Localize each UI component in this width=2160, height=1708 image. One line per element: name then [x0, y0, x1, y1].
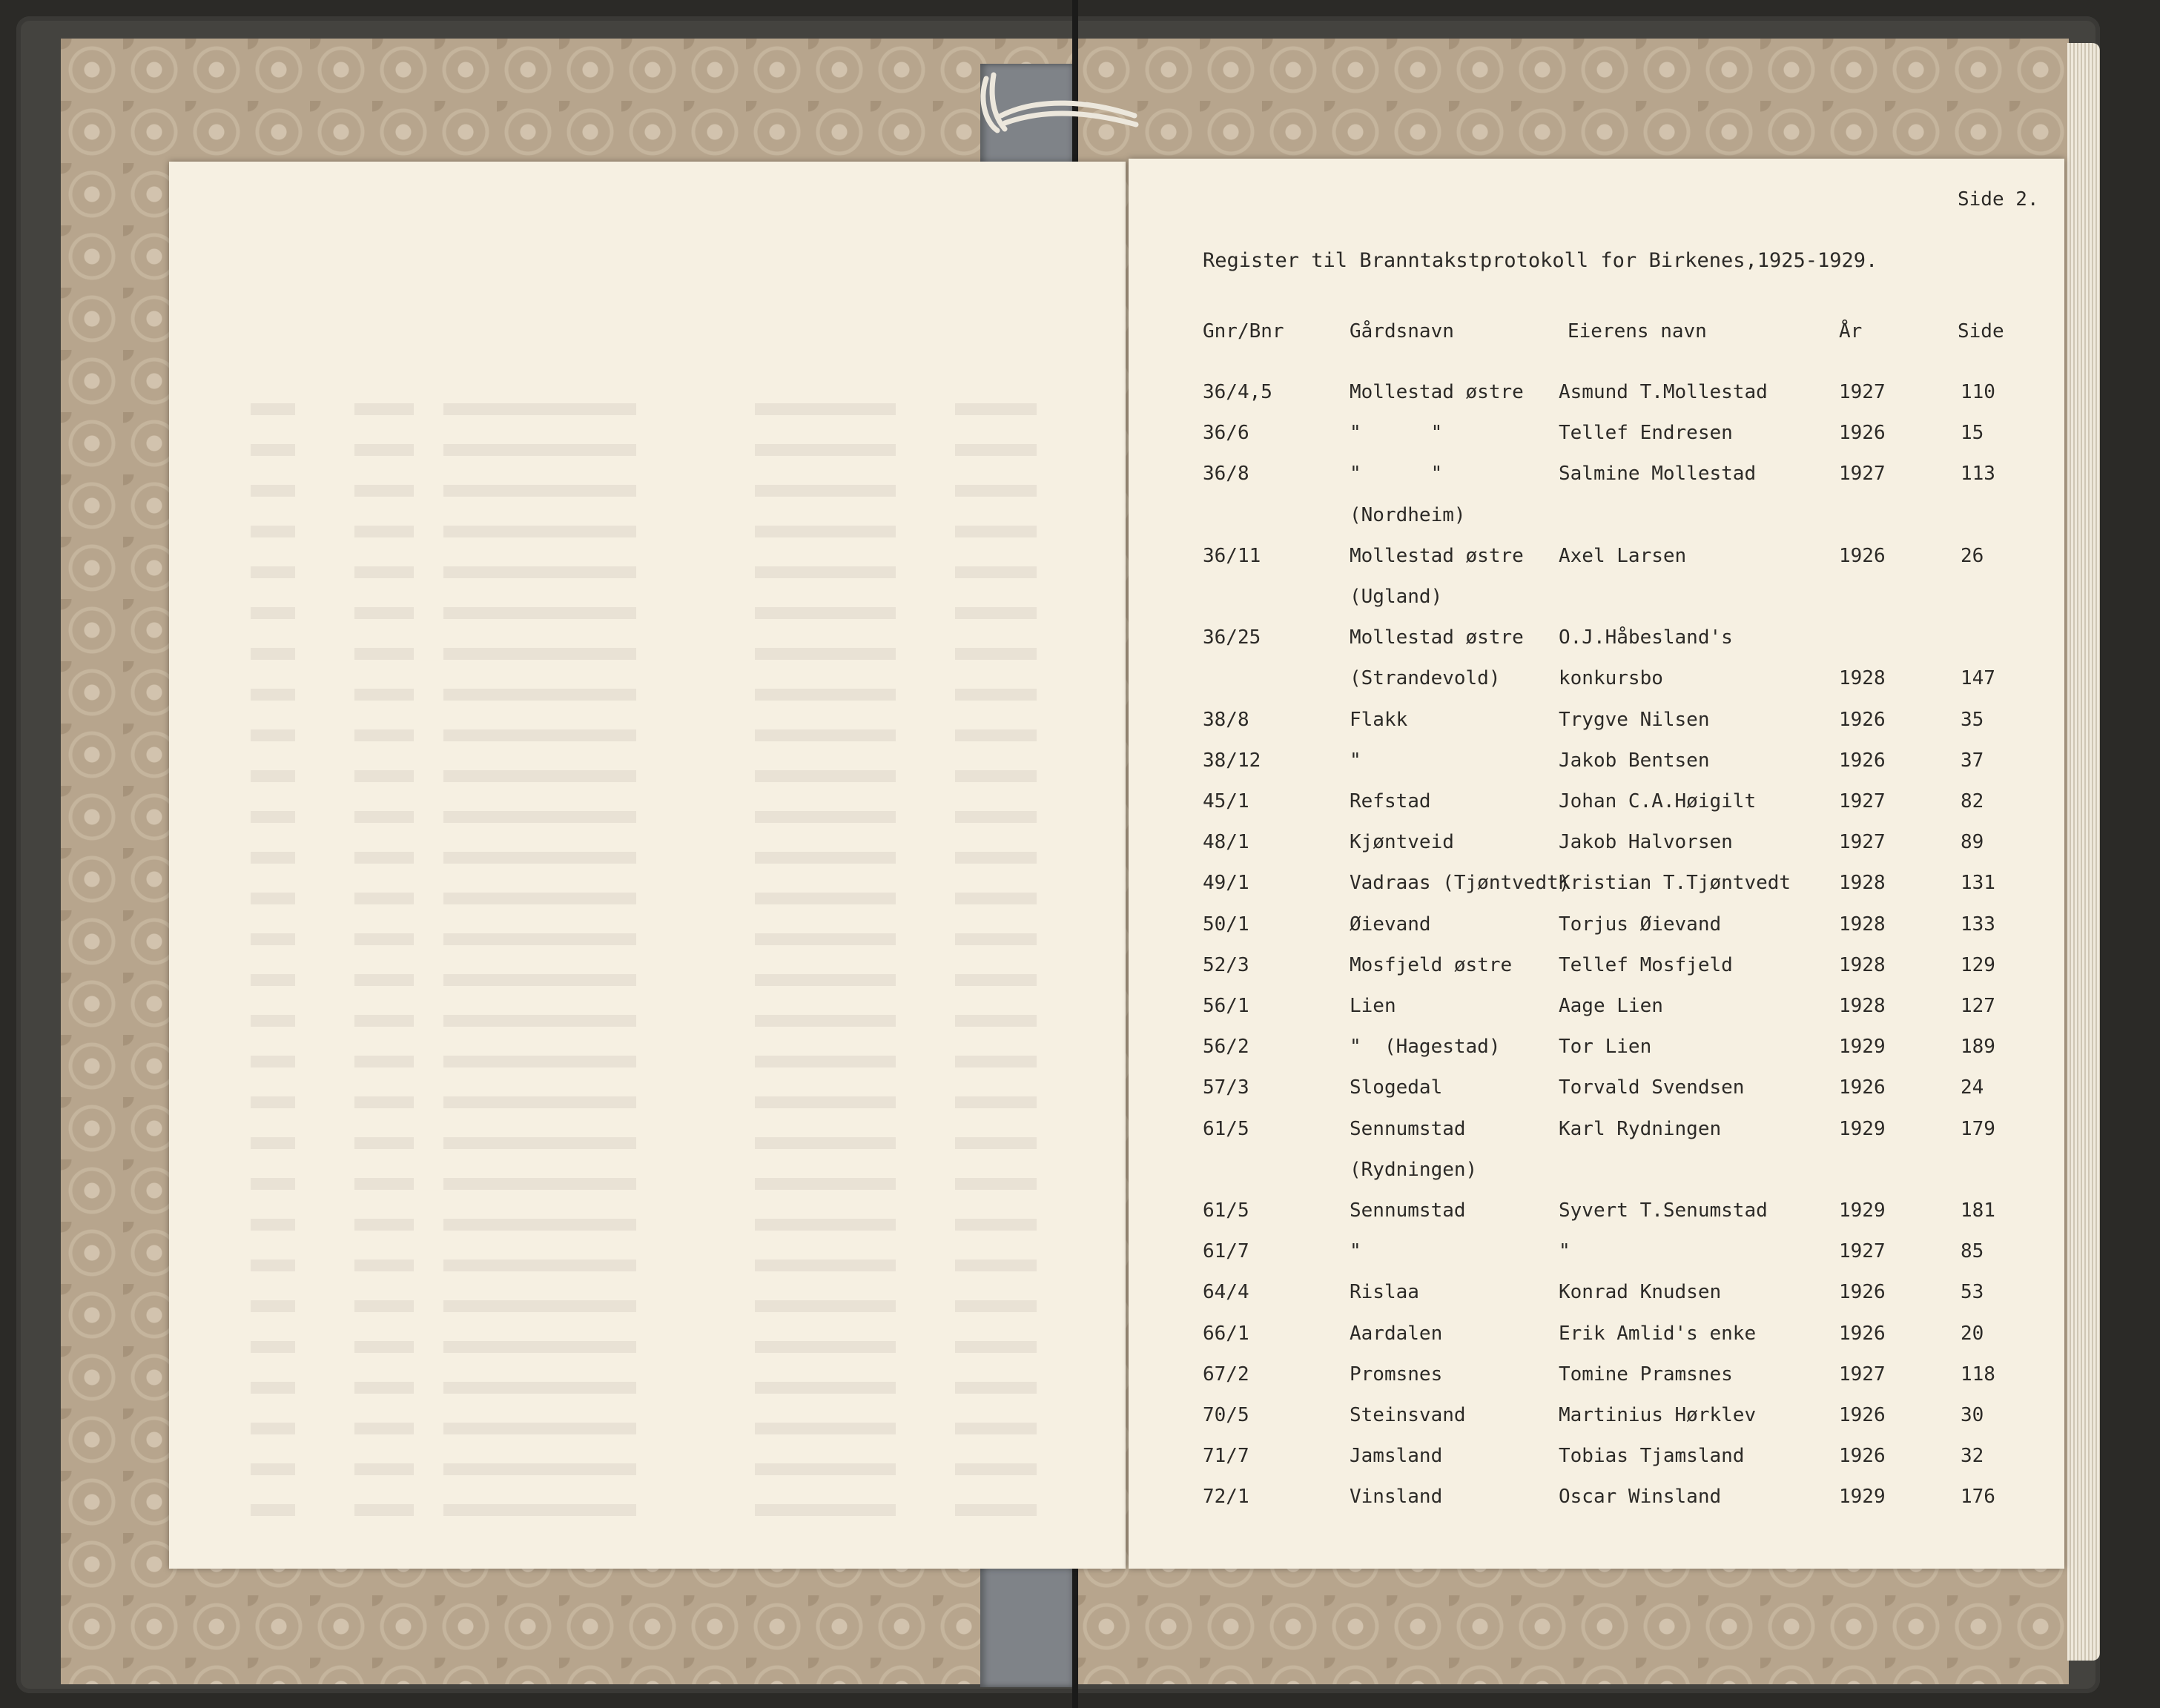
cell-gnr: 56/2	[1203, 1036, 1249, 1058]
cell-ar: 1929	[1839, 1036, 1886, 1058]
cell-gnr: 38/12	[1203, 749, 1261, 772]
cell-gnr: 45/1	[1203, 790, 1249, 812]
cell-side: 129	[1961, 954, 1995, 976]
cell-eier: Kristian T.Tjøntvedt	[1559, 872, 1791, 894]
cell-side: 32	[1961, 1445, 1984, 1467]
cell-gard: Slogedal	[1350, 1076, 1443, 1099]
cell-side: 189	[1961, 1036, 1995, 1058]
cell-gard: Steinsvand	[1350, 1404, 1466, 1426]
cell-gard: Mollestad østre	[1350, 381, 1524, 403]
bleed-through-line	[169, 929, 1126, 951]
bleed-through-line	[169, 480, 1126, 503]
cell-gard: Refstad	[1350, 790, 1431, 812]
cell-side: 176	[1961, 1486, 1995, 1508]
bleed-through-line	[169, 399, 1126, 421]
cell-gnr: 64/4	[1203, 1281, 1249, 1303]
bleed-through-line	[169, 1051, 1126, 1073]
cell-side: 118	[1961, 1363, 1995, 1386]
bleed-through-line	[169, 1010, 1126, 1033]
cell-gnr: 36/6	[1203, 422, 1249, 444]
cell-eier: Martinius Hørklev	[1559, 1404, 1757, 1426]
page-number: Side 2.	[1958, 188, 2039, 211]
cell-gard: Mosfjeld østre	[1350, 954, 1513, 976]
cell-side: 26	[1961, 545, 1984, 567]
bleed-through-line	[169, 888, 1126, 910]
cell-gnr: 61/5	[1203, 1199, 1249, 1222]
cell-eier: Tellef Endresen	[1559, 422, 1733, 444]
cell-side: 147	[1961, 667, 1995, 689]
cell-gnr: 71/7	[1203, 1445, 1249, 1467]
cell-gnr: 61/5	[1203, 1118, 1249, 1140]
bleed-through-line	[169, 1337, 1126, 1359]
bleed-through-line	[169, 1174, 1126, 1196]
cell-gard: (Strandevold)	[1350, 667, 1501, 689]
cell-ar: 1929	[1839, 1486, 1886, 1508]
bleed-through-line	[169, 603, 1126, 625]
cell-ar: 1928	[1839, 872, 1886, 894]
cell-eier: Trygve Nilsen	[1559, 709, 1710, 731]
bleed-through-line	[169, 1418, 1126, 1440]
cell-side: 37	[1961, 749, 1984, 772]
cell-gard: Lien	[1350, 995, 1396, 1017]
cell-eier: O.J.Håbesland's	[1559, 626, 1733, 649]
cell-gnr: 50/1	[1203, 913, 1249, 936]
bleed-through-line	[169, 725, 1126, 747]
cell-ar: 1927	[1839, 463, 1886, 485]
cell-ar: 1929	[1839, 1118, 1886, 1140]
cell-eier: Torjus Øievand	[1559, 913, 1722, 936]
cell-gnr: 48/1	[1203, 831, 1249, 853]
left-page	[169, 162, 1126, 1569]
cell-gard: Aardalen	[1350, 1323, 1443, 1345]
cell-eier: Syvert T.Senumstad	[1559, 1199, 1768, 1222]
cell-ar: 1926	[1839, 422, 1886, 444]
cell-gard: (Ugland)	[1350, 586, 1443, 608]
cell-gard: Kjøntveid	[1350, 831, 1454, 853]
cell-eier: Jakob Halvorsen	[1559, 831, 1733, 853]
cell-gnr: 57/3	[1203, 1076, 1249, 1099]
cell-gard: " "	[1350, 463, 1443, 485]
register-title: Register til Branntakstprotokoll for Birkenes,1925-1929.	[1203, 249, 1878, 272]
cell-ar: 1927	[1839, 831, 1886, 853]
bleed-through-text	[169, 162, 1126, 1569]
cell-gnr: 36/8	[1203, 463, 1249, 485]
cell-gnr: 56/1	[1203, 995, 1249, 1017]
cell-side: 82	[1961, 790, 1984, 812]
cell-eier: "	[1559, 1240, 1571, 1262]
cell-side: 110	[1961, 381, 1995, 403]
cell-ar: 1928	[1839, 954, 1886, 976]
bleed-through-line	[169, 1500, 1126, 1522]
cell-eier: Aage Lien	[1559, 995, 1663, 1017]
cell-side: 179	[1961, 1118, 1995, 1140]
bleed-through-line	[169, 807, 1126, 829]
cell-gard: "	[1350, 1240, 1361, 1262]
cell-side: 89	[1961, 831, 1984, 853]
bleed-through-line	[169, 766, 1126, 788]
cell-gnr: 70/5	[1203, 1404, 1249, 1426]
cell-gard: Vinsland	[1350, 1486, 1443, 1508]
cell-gard: "	[1350, 749, 1361, 772]
cell-side: 53	[1961, 1281, 1984, 1303]
cell-gard: Flakk	[1350, 709, 1408, 731]
bleed-through-line	[169, 1377, 1126, 1400]
cell-eier: Karl Rydningen	[1559, 1118, 1722, 1140]
cell-gnr: 67/2	[1203, 1363, 1249, 1386]
cell-ar: 1927	[1839, 381, 1886, 403]
cell-gard: Sennumstad	[1350, 1118, 1466, 1140]
cell-eier: Erik Amlid's enke	[1559, 1323, 1757, 1345]
cell-gnr: 36/25	[1203, 626, 1261, 649]
cell-ar: 1928	[1839, 995, 1886, 1017]
cell-gnr: 36/11	[1203, 545, 1261, 567]
cell-gard: Promsnes	[1350, 1363, 1443, 1386]
cell-side: 15	[1961, 422, 1984, 444]
cell-gnr: 72/1	[1203, 1486, 1249, 1508]
cell-gard: (Nordheim)	[1350, 504, 1466, 526]
cell-side: 113	[1961, 463, 1995, 485]
bleed-through-line	[169, 643, 1126, 666]
header-eier: Eierens navn	[1568, 320, 1707, 342]
bleed-through-line	[169, 847, 1126, 870]
cell-eier: Asmund T.Mollestad	[1559, 381, 1768, 403]
cell-eier: Tor Lien	[1559, 1036, 1652, 1058]
cell-side: 181	[1961, 1199, 1995, 1222]
cell-eier: Tellef Mosfjeld	[1559, 954, 1733, 976]
header-gnr: Gnr/Bnr	[1203, 320, 1284, 342]
bleed-through-line	[169, 1459, 1126, 1481]
cell-eier: Tomine Pramsnes	[1559, 1363, 1733, 1386]
bleed-through-line	[169, 1133, 1126, 1155]
header-gard: Gårdsnavn	[1350, 320, 1454, 342]
cell-ar: 1926	[1839, 1281, 1886, 1303]
cell-side: 30	[1961, 1404, 1984, 1426]
header-ar: År	[1839, 320, 1863, 342]
right-page	[1129, 159, 2064, 1569]
cell-eier: Torvald Svendsen	[1559, 1076, 1745, 1099]
cell-side: 127	[1961, 995, 1995, 1017]
bleed-through-line	[169, 970, 1126, 992]
cell-ar: 1926	[1839, 1323, 1886, 1345]
cell-ar: 1928	[1839, 667, 1886, 689]
cell-eier: Oscar Winsland	[1559, 1486, 1722, 1508]
cell-ar: 1926	[1839, 1445, 1886, 1467]
cell-gard: Vadraas (Tjøntvedt)	[1350, 872, 1571, 894]
cell-ar: 1926	[1839, 709, 1886, 731]
cell-eier: Axel Larsen	[1559, 545, 1687, 567]
binding-thread	[971, 71, 1142, 138]
cell-side: 85	[1961, 1240, 1984, 1262]
cell-gard: Mollestad østre	[1350, 626, 1524, 649]
cell-gard: Jamsland	[1350, 1445, 1443, 1467]
cell-gnr: 38/8	[1203, 709, 1249, 731]
cell-side: 24	[1961, 1076, 1984, 1099]
page-edges	[2067, 43, 2100, 1661]
cell-side: 133	[1961, 913, 1995, 936]
cell-ar: 1928	[1839, 913, 1886, 936]
cell-gard: (Rydningen)	[1350, 1159, 1478, 1181]
cell-gard: Mollestad østre	[1350, 545, 1524, 567]
cell-side: 131	[1961, 872, 1995, 894]
cell-ar: 1927	[1839, 1240, 1886, 1262]
header-side: Side	[1958, 320, 2004, 342]
cell-ar: 1929	[1839, 1199, 1886, 1222]
bleed-through-line	[169, 684, 1126, 706]
cell-gnr: 52/3	[1203, 954, 1249, 976]
cell-gnr: 66/1	[1203, 1323, 1249, 1345]
bleed-through-line	[169, 1092, 1126, 1114]
cell-eier: Johan C.A.Høigilt	[1559, 790, 1757, 812]
cell-ar: 1927	[1839, 790, 1886, 812]
cell-gnr: 49/1	[1203, 872, 1249, 894]
bleed-through-line	[169, 1214, 1126, 1237]
cell-ar: 1926	[1839, 749, 1886, 772]
cell-ar: 1926	[1839, 1076, 1886, 1099]
cell-side: 20	[1961, 1323, 1984, 1345]
cell-eier: Salmine Mollestad	[1559, 463, 1757, 485]
cell-gard: " "	[1350, 422, 1443, 444]
cell-gard: Øievand	[1350, 913, 1431, 936]
cell-side: 35	[1961, 709, 1984, 731]
cell-gard: Sennumstad	[1350, 1199, 1466, 1222]
bleed-through-line	[169, 1296, 1126, 1318]
cell-eier: Tobias Tjamsland	[1559, 1445, 1745, 1467]
cell-eier: konkursbo	[1559, 667, 1663, 689]
cell-gnr: 36/4,5	[1203, 381, 1272, 403]
cell-gard: Rislaa	[1350, 1281, 1419, 1303]
cell-ar: 1926	[1839, 545, 1886, 567]
bleed-through-line	[169, 440, 1126, 462]
cell-ar: 1927	[1839, 1363, 1886, 1386]
cell-gnr: 61/7	[1203, 1240, 1249, 1262]
cell-eier: Konrad Knudsen	[1559, 1281, 1722, 1303]
bleed-through-line	[169, 562, 1126, 584]
bleed-through-line	[169, 521, 1126, 543]
cell-eier: Jakob Bentsen	[1559, 749, 1710, 772]
cell-ar: 1926	[1839, 1404, 1886, 1426]
bleed-through-line	[169, 1255, 1126, 1277]
cell-gard: " (Hagestad)	[1350, 1036, 1501, 1058]
